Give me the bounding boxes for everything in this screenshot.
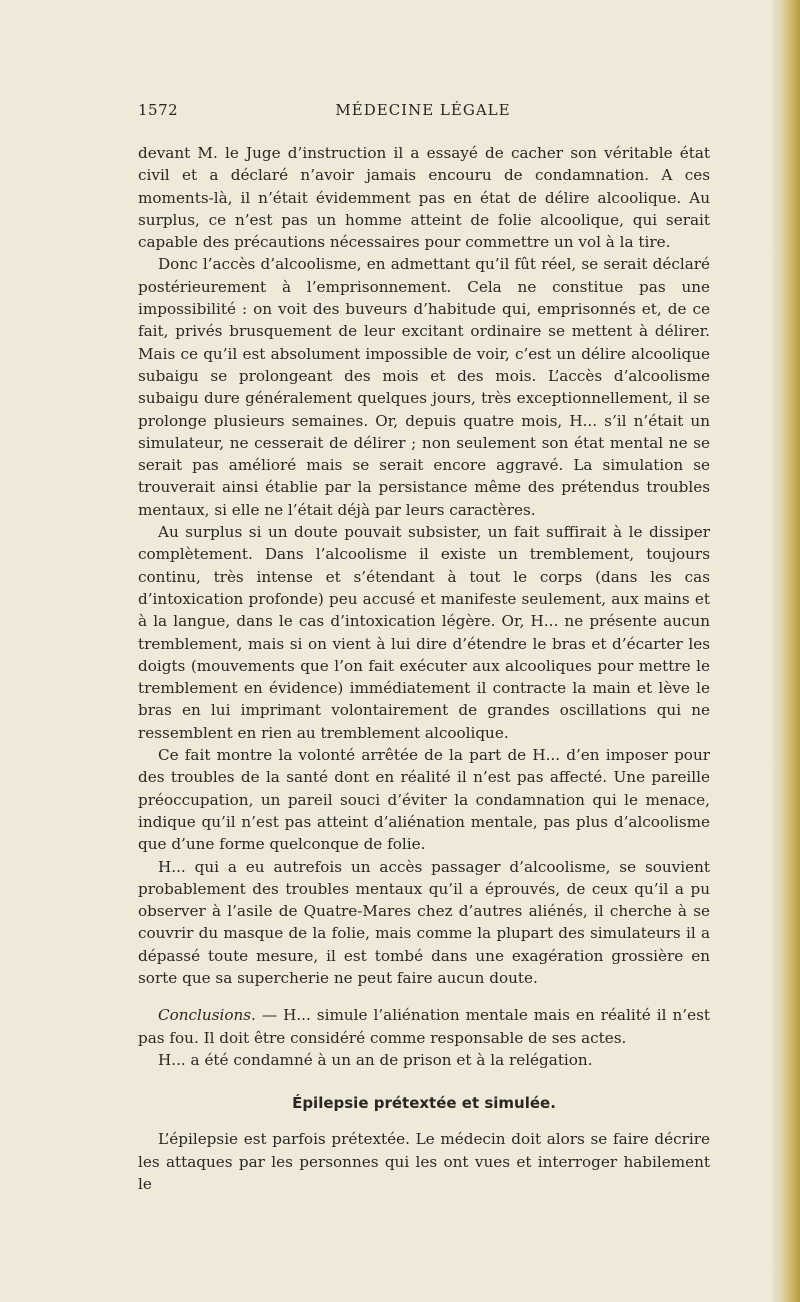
paragraph: Donc l’accès d’alcoolisme, en admettant qu’il fût réel, se serait déclaré postérieurement à l’emprisonnement. Cela ne constitue pas une impossibilité : on voit des buveurs d’habitude qui, emprisonnés et, de ce fait, privés brusquement de leur excitant ordinaire se mettent à délirer. Mais ce qu’il est absolument impossible de voir, c’est un délire alcoolique subaigu se prolongeant des mois et des mois. L’accès d’alcoolisme subaigu dure généralement quelques jours, très exceptionnellement, il se prolonge plusieurs semaines. Or, depuis quatre mois, H... s’il n’était un simulateur, ne cesserait de délirer ; non seulement son état mental ne se serait pas amélioré mais se serait encore aggravé. La simulation se trouverait ainsi établie par la persistance même des prétendus troubles mentaux, si elle ne l’était déjà par leurs caractères.	[138, 255, 710, 519]
conclusion-text: — H... simule l’aliénation mentale mais en réalité il n’est pas fou. Il doit être considéré comme responsable de ses actes.	[138, 1006, 710, 1047]
section-heading: Épilepsie prétextée et simulée.	[292, 1094, 556, 1113]
section-paragraph: L’épilepsie est parfois prétextée. Le médecin doit alors se faire décrire les attaques par les personnes qui les ont vues et interroger habilement le	[138, 1130, 710, 1194]
sentence-paragraph: H... a été condamné à un an de prison et à la relégation.	[158, 1050, 593, 1069]
paragraph-continuation: devant M. le Juge d’instruction il a essayé de cacher son véritable état civil et a déclaré n’avoir jamais encouru de condamnation. A ces moments-là, il n’était évidemment pas en état de délire alcoolique. Au surplus, ce n’est pas un homme atteint de folie alcoolique, qui serait capable des précautions nécessaires pour commettre un vol à la tire.	[138, 144, 710, 252]
paragraph: H... qui a eu autrefois un accès passager d’alcoolisme, se souvient probablement des troubles mentaux qu’il a éprouvés, de ceux qu’il a pu observer à l’asile de Quatre-Mares chez d’autres aliénés, il cherche à se couvrir du masque de la folie, mais comme la plupart des simulateurs il a dépassé toute mesure, il est tombé dans une exagération grossière en sorte que sa supercherie ne peut faire aucun doute.	[138, 857, 710, 987]
running-title: MÉDECINE LÉGALE	[335, 101, 511, 119]
page-header	[138, 101, 708, 123]
body-text	[138, 142, 710, 1195]
conclusion-paragraph	[138, 1004, 710, 1049]
paragraph: Au surplus si un doute pouvait subsister, un fait suffirait à le dissiper complètement. Dans l’alcoolisme il existe un tremblement, toujours continu, très intense et s’étendant à tout le corps (dans les cas d’intoxication profonde) peu accusé et manifeste seulement, aux mains et à la langue, dans le cas d’intoxication légère. Or, H... ne présente aucun tremblement, mais si on vient à lui dire d’étendre le bras et d’écarter les doigts (mouvements que l’on fait exécuter aux alcooliques pour mettre le tremblement en évidence) immédiatement il contracte la main et lève le bras en lui imprimant volontairement de grandes oscillations qui ne ressemblent en rien au tremblement alcoolique.	[138, 523, 710, 742]
conclusion-label: Conclusions.	[158, 1006, 256, 1025]
paragraph: Ce fait montre la volonté arrêtée de la part de H... d’en imposer pour des troubles de la santé dont en réalité il n’est pas affecté. Une pareille préoccupation, un pareil souci d’éviter la condamnation qui le menace, indique qu’il n’est pas atteint d’aliénation mentale, pas plus d’alcoolisme que d’une forme quelconque de folie.	[138, 746, 710, 854]
page-number: 1572	[138, 101, 179, 119]
page-edge	[778, 0, 800, 1302]
page-edge-shadow	[770, 0, 778, 1302]
